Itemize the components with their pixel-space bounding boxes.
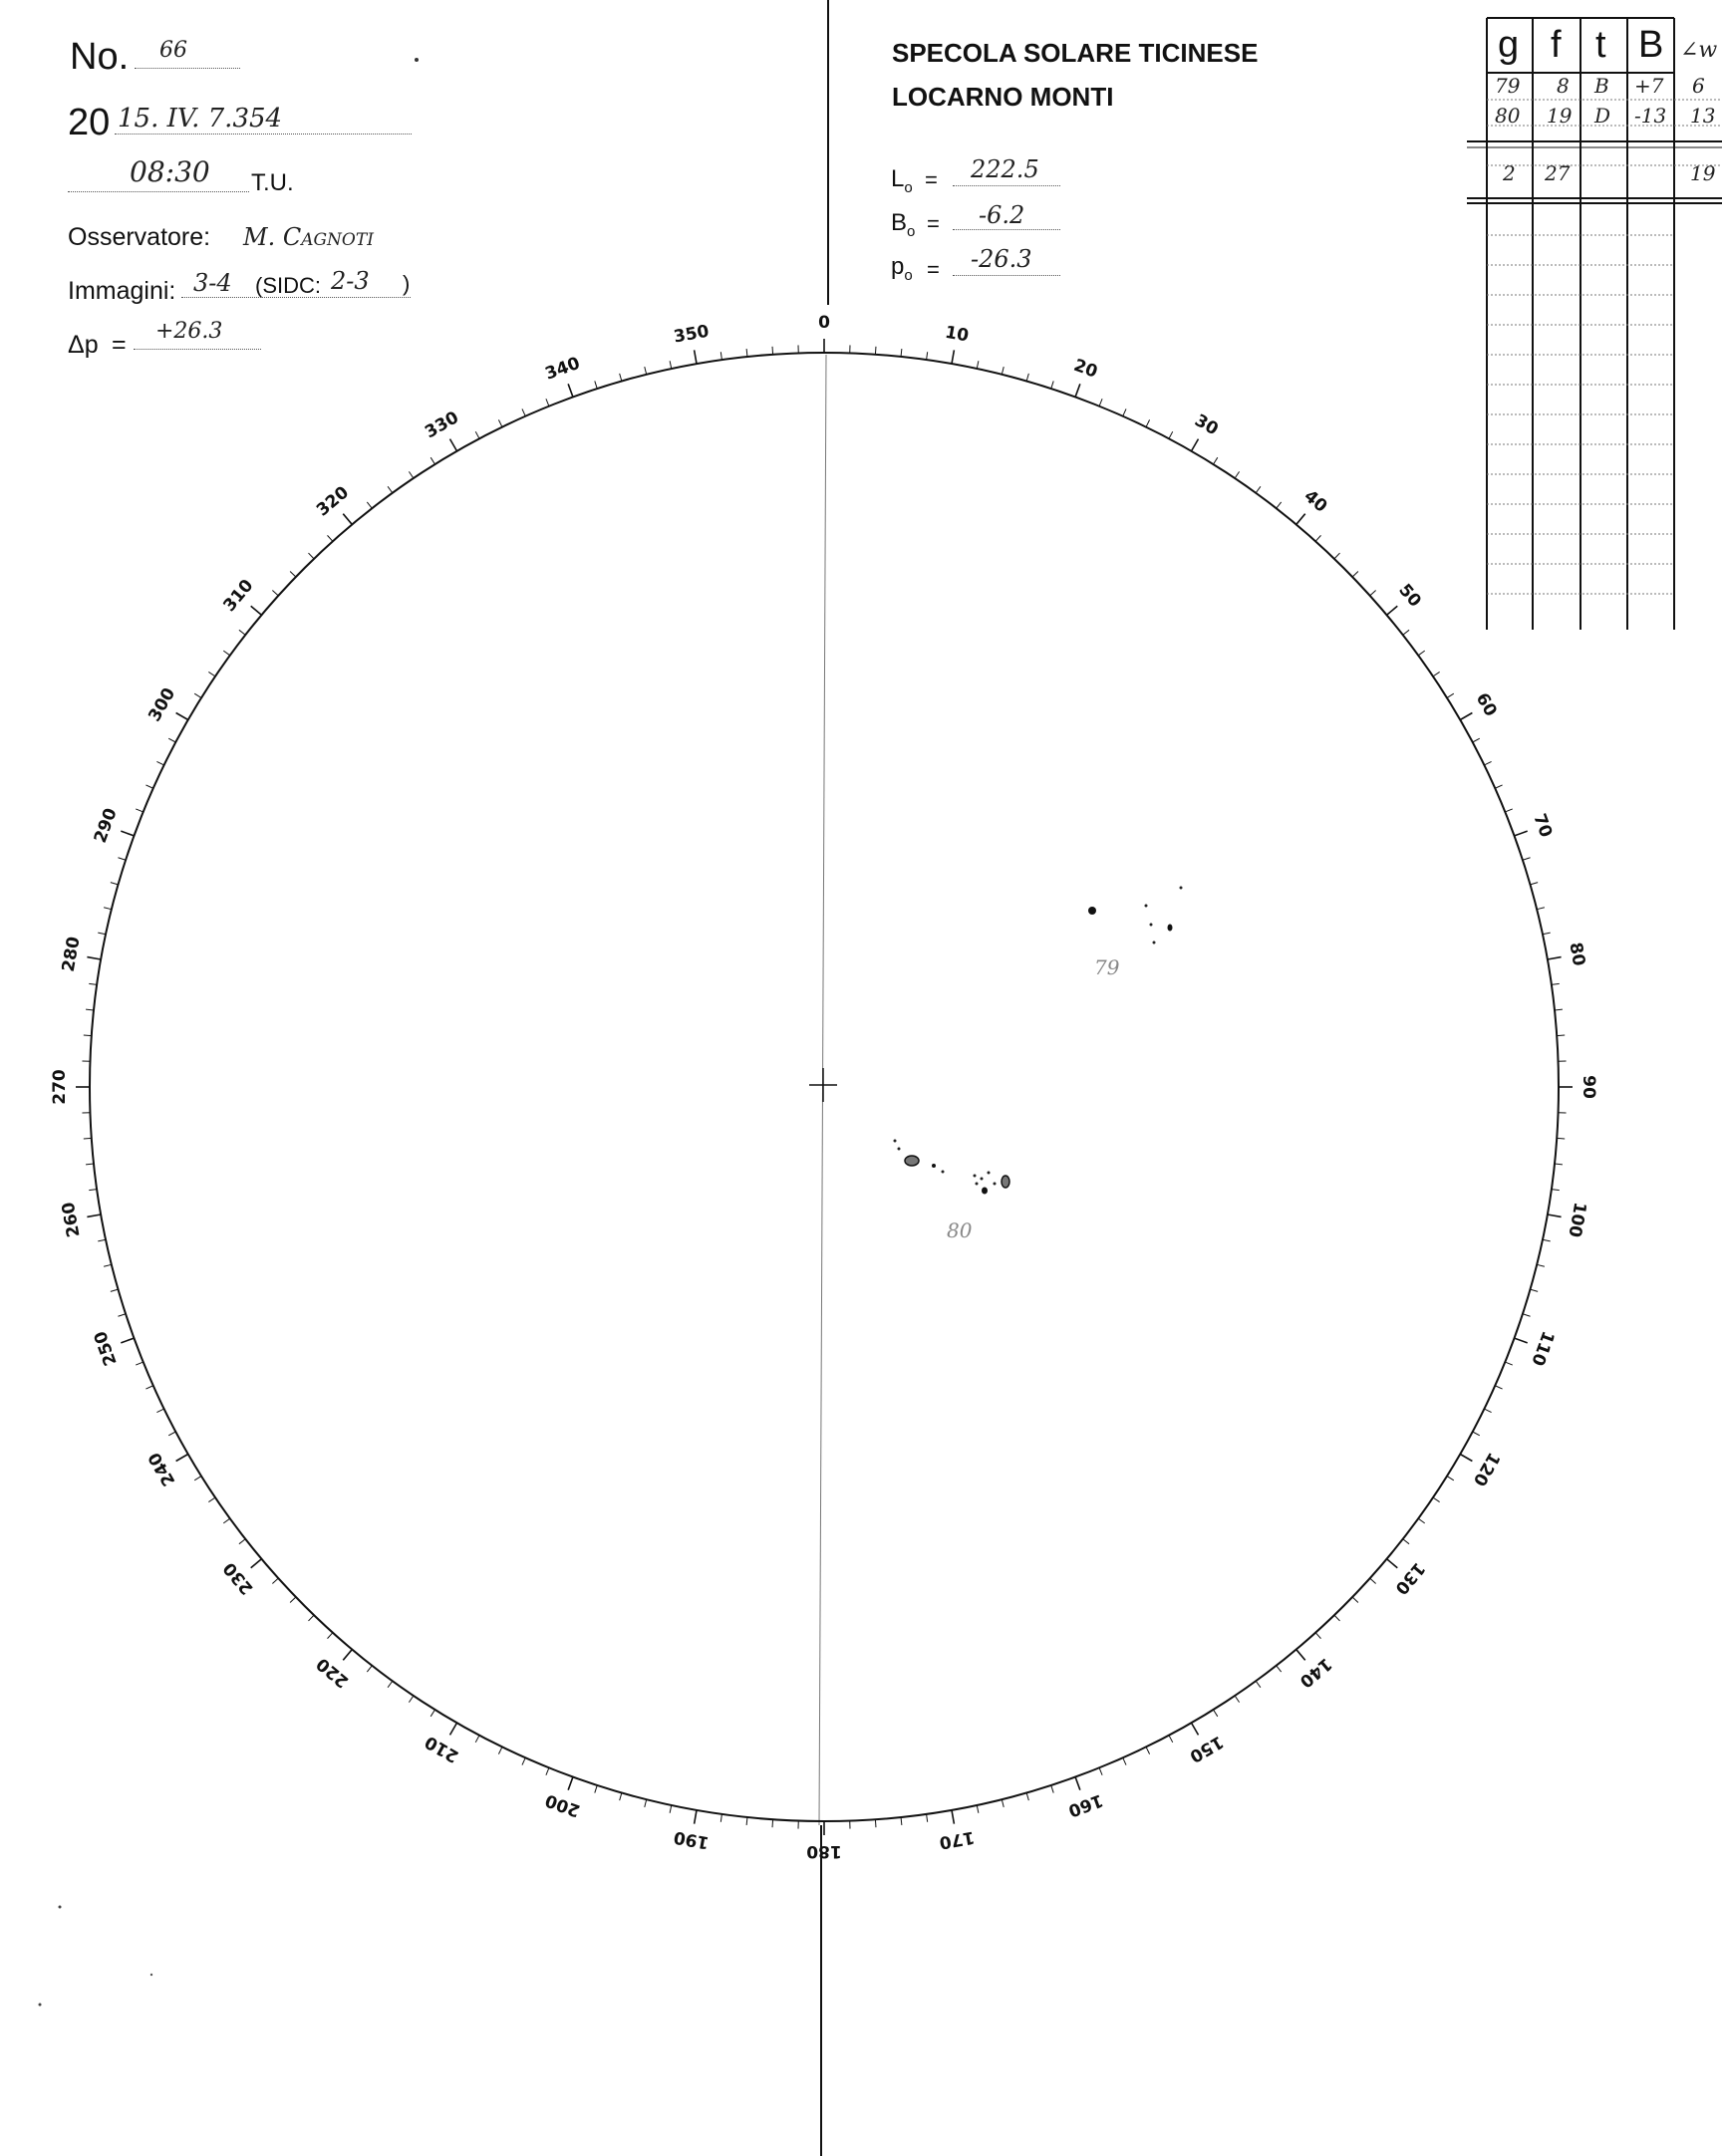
images-value: 3-4 [193,269,232,297]
scale-tick [104,1264,112,1266]
scale-tick [121,831,134,836]
scale-tick [720,352,721,360]
scale-tick [952,350,954,364]
scale-tick [1123,1757,1126,1764]
scale-tick [89,983,97,984]
scale-tick [1387,606,1398,615]
scale-tick [746,349,747,357]
sunspot [905,1156,919,1166]
scale-tick [1552,1190,1560,1191]
scale-tick [367,1666,372,1672]
scale-tick [145,1386,152,1389]
scale-tick [1099,399,1102,405]
scale-tick [388,1681,393,1687]
scale-tick [1548,1214,1562,1216]
scale-label-50: 50 [1394,580,1425,612]
group-label-79: 79 [1094,955,1120,979]
scale-tick [498,419,502,426]
table-header-b: B [1638,24,1664,66]
sunspot [942,1171,945,1174]
scale-tick [1418,651,1424,656]
b0-value: -6.2 [979,201,1025,229]
scale-tick [1447,693,1454,697]
scale-tick [176,713,188,720]
scale-label-270: 270 [50,1069,70,1105]
scale-tick [475,1736,479,1743]
sunspot [894,1140,897,1143]
scale-tick [1352,571,1358,577]
b0-label: $B_o$ [891,209,916,240]
scale-label-160: 160 [1065,1789,1106,1821]
scale-tick [901,349,902,357]
scale-label-320: 320 [312,482,354,521]
images-label: Immagini: [68,277,176,305]
scale-tick [1123,408,1126,415]
scale-tick [620,1792,622,1800]
scale-label-310: 310 [219,575,258,617]
sunspot-group-80 [894,1140,1010,1195]
scale-tick [1256,1681,1261,1687]
observatory-location: LOCARNO MONTI [892,82,1114,112]
table-cell-t-2: D [1594,104,1611,128]
scale-tick [450,1723,457,1735]
scale-tick [194,1477,201,1481]
scale-tick [118,858,126,860]
scale-tick [927,352,928,360]
scale-tick [746,1817,747,1825]
scale-tick [645,367,647,375]
scale-tick [168,738,175,742]
scale-tick [431,457,434,464]
scale-tick [645,1799,647,1807]
scale-tick [1256,486,1261,492]
scale-tick [1099,1767,1102,1774]
scale-tick [1530,1289,1538,1291]
scale-tick [1515,1338,1528,1343]
scale-tick [98,933,106,935]
scale-label-170: 170 [937,1826,977,1853]
time-unit: T.U. [251,169,294,196]
scale-tick [475,431,479,438]
sidc-value: 2-3 [331,267,370,295]
scale-tick [308,553,314,559]
scale-tick [272,1578,278,1583]
scale-tick [272,591,278,596]
sunspot [898,1148,901,1151]
table-cell-f-2: 19 [1547,104,1573,128]
sunspot [932,1164,936,1168]
scale-tick [1495,785,1502,788]
scale-tick [1235,1696,1239,1703]
scale-tick [136,1362,143,1365]
scale-tick [89,1190,97,1191]
scale-tick [1296,514,1305,525]
scale-tick [121,1338,134,1343]
scale-label-150: 150 [1186,1731,1227,1766]
scale-label-90: 90 [1579,1075,1598,1099]
scale-tick [87,1214,101,1216]
sunspot [1088,907,1096,915]
scale-label-40: 40 [1299,486,1331,517]
sunspot [1153,942,1156,944]
scale-label-280: 280 [58,935,85,974]
scale-tick [84,1138,92,1139]
scale-tick [720,1814,721,1822]
table-cell-w-1: 6 [1692,74,1705,98]
scale-tick [1557,1138,1565,1139]
sunspot [976,1183,979,1186]
scale-tick [1403,1539,1409,1544]
scale-tick [223,651,229,656]
sidc-close: ) [403,271,411,296]
scale-tick [1051,1785,1053,1793]
scale-label-220: 220 [312,1653,354,1692]
p0-label: $p_o$ [891,253,913,284]
degree-scale-labels [50,313,1598,1861]
scale-tick [1433,1497,1440,1501]
scale-tick [1002,367,1004,375]
scale-tick [208,672,215,675]
p0-value: -26.3 [971,245,1032,273]
scale-tick [450,439,457,451]
scale-tick [1515,831,1528,836]
p0-eq: = [927,257,940,282]
scale-tick [367,502,372,508]
scale-tick [1484,1409,1491,1413]
degree-scale [76,339,1573,1835]
scale-tick [328,535,333,541]
scale-label-130: 130 [1390,1557,1429,1599]
scale-tick [1473,738,1480,742]
scale-tick [1214,1710,1218,1717]
scale-tick [86,1009,94,1010]
scale-tick [1296,1650,1305,1661]
scale-tick [156,1409,163,1413]
scale-tick [343,1650,352,1661]
scale-tick [1473,1432,1480,1436]
scale-tick [1555,1009,1563,1010]
time-value: 08:30 [130,155,210,188]
scale-tick [308,1615,314,1621]
speck [39,2004,42,2007]
scale-tick [1075,1777,1080,1790]
scale-tick [546,399,549,405]
scale-label-330: 330 [422,407,462,443]
scale-tick [136,809,143,812]
table-cell-b-2: -13 [1634,104,1667,128]
delta-p-label: Δp [68,331,99,359]
solar-disk-outline [90,353,1559,1821]
scale-tick [1315,1633,1320,1639]
observatory-name: SPECOLA SOLARE TICINESE [892,38,1259,68]
scale-tick [670,361,672,369]
table-header-t: t [1595,24,1606,66]
scale-label-340: 340 [542,353,583,385]
scale-label-240: 240 [144,1449,180,1489]
scale-label-250: 250 [90,1328,122,1369]
sidc-label: (SIDC: [255,273,321,298]
scale-tick [1334,1615,1340,1621]
sunspot [1150,924,1153,927]
scale-tick [1484,761,1491,765]
scale-tick [1214,457,1218,464]
scale-tick [208,1497,215,1501]
scale-tick [168,1432,175,1436]
sunspot [1168,925,1173,932]
scale-tick [1460,1455,1472,1462]
observer-label: Osservatore: [68,223,211,251]
scale-label-60: 60 [1471,689,1501,720]
table-cell-g-1: 79 [1495,74,1521,98]
scale-tick [1315,535,1320,541]
scale-tick [1051,381,1053,389]
scale-tick [546,1767,549,1774]
scale-tick [1523,1314,1531,1316]
scale-tick [1169,431,1173,438]
scale-tick [1370,591,1376,596]
scale-tick [84,1035,92,1036]
scale-tick [595,1785,597,1793]
scale-tick [290,1597,296,1603]
scale-tick [1523,858,1531,860]
table-total-f: 27 [1545,161,1571,185]
scale-tick [251,1559,262,1568]
scale-label-230: 230 [219,1557,258,1599]
scale-tick [409,1696,413,1703]
scale-tick [239,630,245,635]
scale-tick [1537,908,1545,910]
scale-tick [1235,471,1239,478]
sunspot [974,1175,977,1178]
scale-label-20: 20 [1070,355,1100,383]
scale-tick [772,1819,773,1827]
scale-tick [1146,419,1150,426]
scale-tick [290,571,296,577]
scale-tick [522,1757,525,1764]
scale-tick [145,785,152,788]
scale-tick [875,347,876,355]
scale-tick [343,514,352,525]
group-label-80: 80 [947,1218,973,1242]
sunspot [994,1183,997,1186]
table-cell-t-1: B [1594,74,1609,98]
scale-label-0: 0 [818,313,830,333]
sunspot [1180,887,1183,890]
number-value: 66 [159,38,187,63]
table-total-w: 19 [1690,161,1716,185]
scale-tick [568,384,573,397]
scale-tick [1433,672,1440,675]
scale-tick [87,957,101,959]
l0-eq: = [925,167,938,192]
scale-tick [251,606,262,615]
scale-tick [1075,384,1080,397]
scale-label-350: 350 [672,321,712,348]
b0-eq: = [927,211,940,236]
speck [415,58,419,62]
scale-tick [1026,374,1028,382]
sunspot [982,1188,988,1195]
scale-tick [104,908,112,910]
scale-tick [498,1747,502,1753]
scale-tick [595,381,597,389]
speck [150,1974,152,1976]
sunspot [1145,905,1148,908]
scale-tick [1334,553,1340,559]
delta-p-eq: = [112,331,127,359]
scale-tick [86,1164,94,1165]
scale-tick [111,1289,119,1291]
table-total-g: 2 [1503,161,1516,185]
scale-tick [670,1805,672,1813]
scale-label-70: 70 [1529,811,1557,841]
date-value: 15. IV. 7.354 [118,104,283,134]
scale-tick [1370,1578,1376,1583]
table-cell-b-1: +7 [1634,74,1664,98]
scale-tick [927,1814,928,1822]
scale-tick [522,408,525,415]
scale-tick [772,347,773,355]
scale-tick [1543,933,1551,935]
scale-tick [1146,1747,1150,1753]
speck [59,1906,62,1909]
scale-tick [1192,1723,1199,1735]
delta-p-value: +26.3 [155,319,223,344]
scale-tick [695,350,697,364]
scale-tick [194,693,201,697]
scale-tick [1026,1792,1028,1800]
scale-label-80: 80 [1565,941,1589,968]
scale-tick [901,1817,902,1825]
scale-tick [568,1777,573,1790]
l0-value: 222.5 [971,155,1039,183]
scale-tick [977,361,979,369]
table-cell-f-1: 8 [1557,74,1570,98]
scale-tick [875,1819,876,1827]
scale-tick [1387,1559,1398,1568]
scale-tick [1460,713,1472,720]
scale-tick [1557,1035,1565,1036]
scale-tick [156,761,163,765]
scale-label-190: 190 [672,1826,712,1853]
sunspot-group-79 [1088,887,1183,944]
observer-value: M. Cagnoti [243,223,374,251]
scale-tick [1552,983,1560,984]
scale-label-180: 180 [806,1841,842,1861]
l0-label: $L_o$ [891,165,913,196]
year-prefix: 20 [68,102,111,143]
table-header-g: g [1498,24,1520,66]
scale-tick [1537,1264,1545,1266]
scale-label-140: 140 [1294,1653,1336,1692]
scale-tick [1277,502,1282,508]
scale-tick [1530,883,1538,885]
scale-tick [328,1633,333,1639]
scale-tick [118,1314,126,1316]
number-label: No. [70,36,130,78]
scale-tick [1169,1736,1173,1743]
scale-tick [1002,1799,1004,1807]
scale-tick [1495,1386,1502,1389]
scale-tick [1505,1362,1512,1365]
scale-tick [620,374,622,382]
scale-tick [1277,1666,1282,1672]
scale-tick [1447,1477,1454,1481]
scale-tick [977,1805,979,1813]
scale-tick [239,1539,245,1544]
scale-label-300: 300 [144,684,180,725]
scale-tick [431,1710,434,1717]
scale-label-110: 110 [1527,1328,1559,1369]
sunspot [981,1178,984,1181]
scale-tick [952,1810,954,1824]
scale-tick [409,471,413,478]
scale-tick [1418,1518,1424,1523]
scale-label-290: 290 [90,805,122,846]
scale-tick [223,1518,229,1523]
scale-tick [98,1239,106,1241]
scale-tick [1505,809,1512,812]
scale-tick [176,1455,188,1462]
scale-label-260: 260 [58,1200,85,1239]
scale-tick [695,1810,697,1824]
table-header-angle: ∠w [1680,38,1718,63]
scale-tick [111,883,119,885]
scale-label-100: 100 [1564,1200,1590,1239]
scale-tick [388,486,393,492]
scale-label-200: 200 [542,1789,583,1821]
sunspot [1002,1176,1009,1188]
table-cell-w-2: 13 [1690,104,1716,128]
scale-tick [1352,1597,1358,1603]
scale-tick [1192,439,1199,451]
table-cell-g-2: 80 [1495,104,1521,128]
scale-tick [1555,1164,1563,1165]
sunspot [988,1172,991,1175]
scale-label-210: 210 [422,1731,462,1766]
scale-tick [1543,1239,1551,1241]
scale-tick [1403,630,1409,635]
table-header-f: f [1551,24,1562,66]
scale-label-10: 10 [943,322,971,347]
scale-label-120: 120 [1468,1449,1504,1489]
scale-label-30: 30 [1191,410,1222,440]
scale-tick [1548,957,1562,959]
